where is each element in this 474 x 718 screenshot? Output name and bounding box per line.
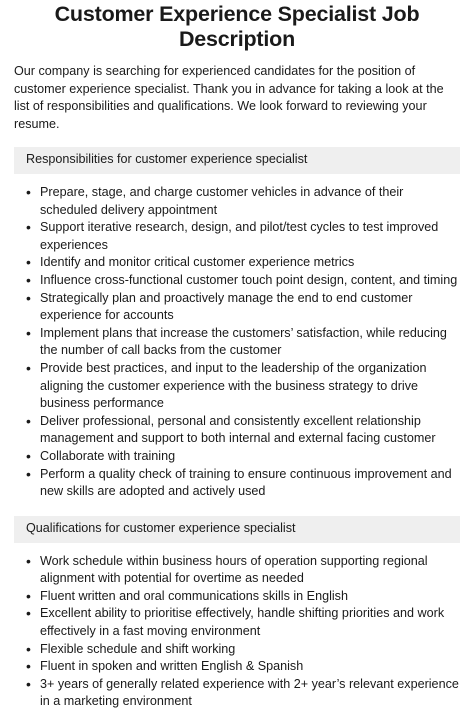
list-item: • Work schedule within business hours of operation supporting regional alignment with potential for overtime as needed [24,553,460,588]
qualifications-list [14,553,460,711]
list-item: • Collaborate with training [24,448,460,466]
list-item: • Strategically plan and proactively manage the end to end customer experience for accounts [24,290,460,325]
list-item: • Implement plans that increase the customers’ satisfaction, while reducing the number of call backs from the customer [24,325,460,360]
list-item: • Deliver professional, personal and consistently excellent relationship management and support to both internal and external facing customer [24,413,460,448]
list-item: • Prepare, stage, and charge customer vehicles in advance of their scheduled delivery appointment [24,184,460,219]
list-item: • Identify and monitor critical customer experience metrics [24,254,460,272]
list-item: • Fluent written and oral communications skills in English [24,588,460,606]
list-item: • 3+ years of generally related experience with 2+ year’s relevant experience in a marketing environment [24,676,460,711]
list-item: • Support iterative research, design, and pilot/test cycles to test improved experiences [24,219,460,254]
list-item: • Fluent in spoken and written English & Spanish [24,658,460,676]
list-item: • Excellent ability to prioritise effectively, handle shifting priorities and work effectively in a fast moving environment [24,605,460,640]
responsibilities-header: Responsibilities for customer experience specialist [14,147,460,174]
qualifications-header: Qualifications for customer experience specialist [14,516,460,543]
list-item: • Flexible schedule and shift working [24,641,460,659]
list-item: • Provide best practices, and input to the leadership of the organization aligning the customer experience with the business strategy to drive business performance [24,360,460,413]
page-title: Customer Experience Specialist Job Description [54,2,420,51]
responsibilities-list [14,184,460,501]
list-item: • Influence cross-functional customer touch point design, content, and timing [24,272,460,290]
intro-paragraph: Our company is searching for experienced candidates for the position of customer experience specialist. Thank you in advance for taking a look at the list of responsibilities and qualifications. We look forward to reviewing your resume. [14,64,444,131]
list-item: • Perform a quality check of training to ensure continuous improvement and new skills are adopted and actively used [24,466,460,501]
